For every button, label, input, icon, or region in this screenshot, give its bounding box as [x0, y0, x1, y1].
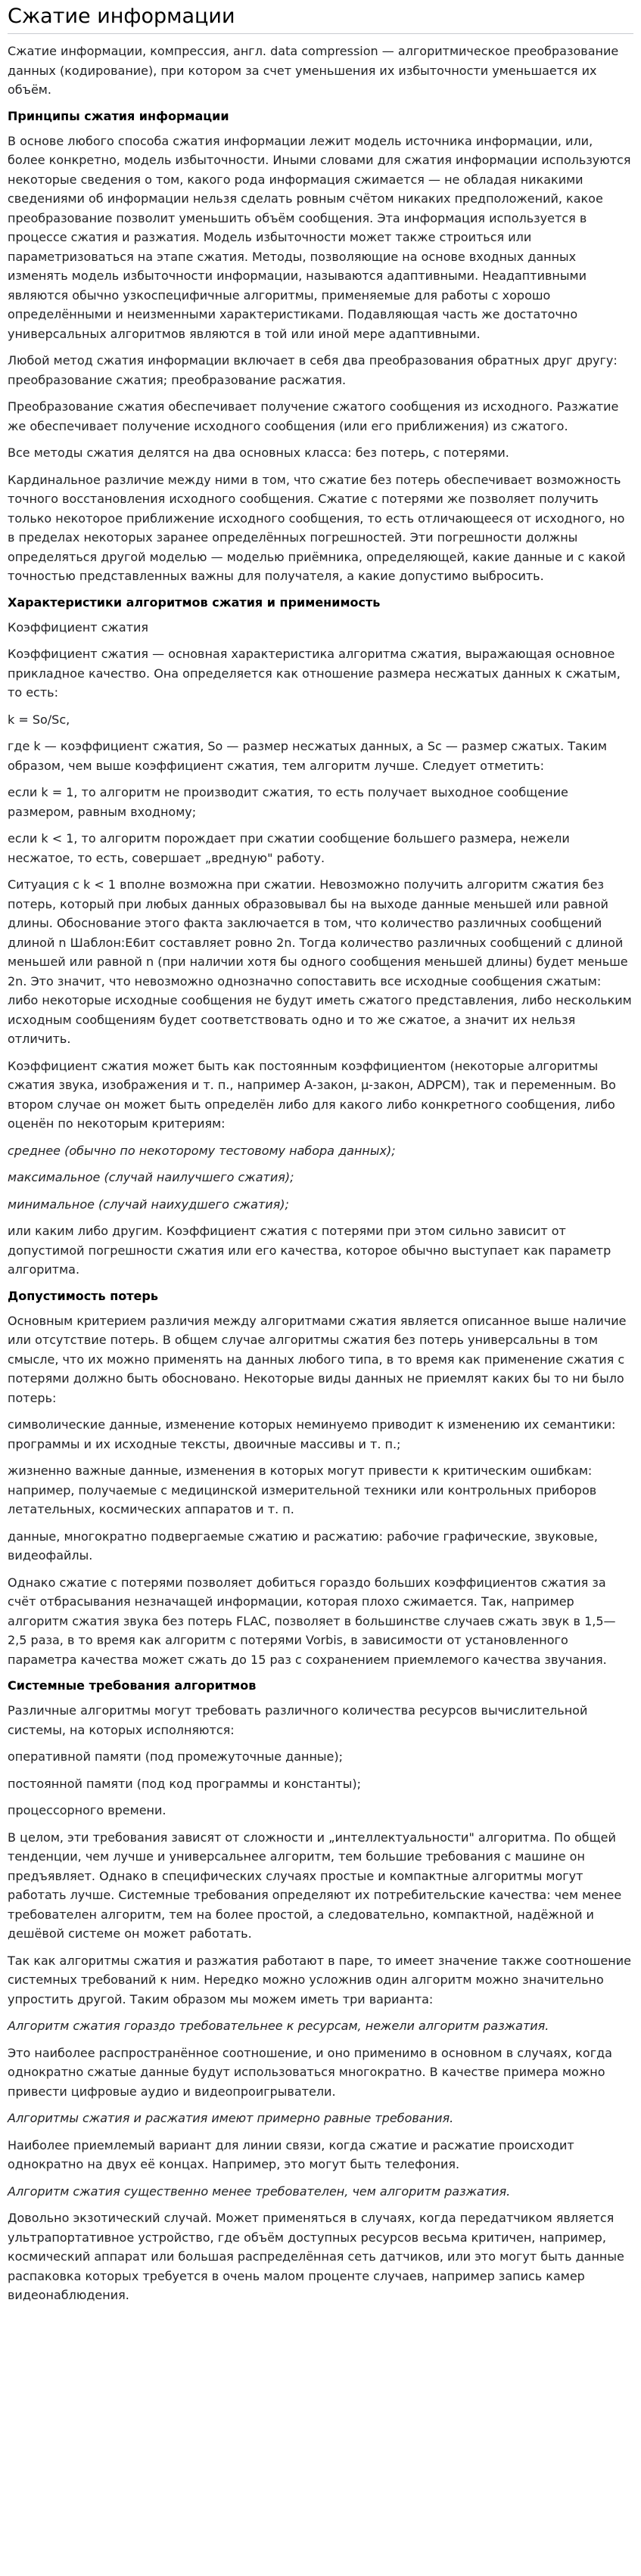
paragraph: Так как алгоритмы сжатия и разжатия работают в паре, то имеет значение также соотношение системных требований к ним. Нередко можно усложнив один алгоритм можно значительно упростить другой. Таким образом мы можем иметь три варианта:: [8, 1953, 631, 2006]
paragraph: данные, многократно подвергаемые сжатию и расжатию: рабочие графические, звуковые, видеофайлы.: [8, 1529, 598, 1563]
paragraph: Различные алгоритмы могут требовать различного количества ресурсов вычислительной системы, на которых исполняются:: [8, 1703, 588, 1737]
paragraph: k = So/Sc,: [8, 712, 70, 727]
paragraph: постоянной памяти (под код программы и константы);: [8, 1776, 361, 1791]
page-title: Сжатие информации: [8, 3, 633, 34]
paragraph: Ситуация с k < 1 вполне возможна при сжатии. Невозможно получить алгоритм сжатия без потерь, который при любых данных образовывал бы на выходе данные меньшей или равной длины. Обоснование этого факта заключается в том, что количество различных сообщений длиной n Шаблон:Е6ит составляет ровно 2n. Тогда количество различных сообщений с длиной меньшей или равной n (при наличии хотя бы одного сообщения меньшей длины) будет меньше 2n. Это значит, что невозможно однозначно сопоставить все исходные сообщения сжатым: либо некоторые исходные сообщения не будут иметь сжатого представления, либо нескольким исходным сообщениям будет соответствовать одно и то же сжатое, а значит их нельзя отличить.: [8, 877, 632, 1046]
paragraph: Коэффициент сжатия может быть как постоянным коэффициентом (некоторые алгоритмы сжатия звука, изображения и т. п., например А-закон, μ-закон, ADPCM), так и переменным. Во втором случае он может быть определён либо для какого либо конкретного сообщения, либо оценён по некоторым критериям:: [8, 1058, 616, 1131]
article: [0, 3, 641, 2331]
paragraph: Наиболее приемлемый вариант для линии связи, когда сжатие и расжатие происходит однократно на двух её концах. Например, это могут быть телефония.: [8, 2137, 574, 2171]
emphasized-paragraph: Алгоритмы сжатия и расжатия имеют примерно равные требования.: [8, 2111, 454, 2125]
paragraph: Коэффициент сжатия — основная характеристика алгоритма сжатия, выражающая основное прикладное качество. Она определяется как отношение размера несжатых данных к сжатым, то есть:: [8, 647, 621, 700]
section-heading: Системные требования алгоритмов: [8, 1678, 257, 1693]
paragraph: Однако сжатие с потерями позволяет добиться гораздо больших коэффициентов сжатия за счёт отбрасывания незначащей информации, которая плохо сжимается. Так, например алгоритм сжатия звука без потерь FLAC, позволяет в большинстве случаев сжать звук в 1,5—2,5 раза, в то время как алгоритм с потерями Vorbis, в зависимости от установленного параметра качества может сжать до 15 раз с сохранением приемлемого качества звучания.: [8, 1575, 616, 1667]
paragraph: В основе любого способа сжатия информации лежит модель источника информации, или, более конкретно, модель избыточности. Иными словами для сжатия информации используются некоторые сведения о том, какого рода информация сжимается — не обладая никакими сведениями об информации нельзя сделать ровным счётом никаких предположений, какое преобразование позволит уменьшить объём сообщения. Эта информация используется в процессе сжатия и разжатия. Модель избыточности может также строиться или параметризоваться на этапе сжатия. Методы, позволяющие на основе входных данных изменять модель избыточности информации, называются адаптивными. Неадаптивными являются обычно узкоспецифичные алгоритмы, применяемые для работы с хорошо определёнными и неизменными характеристиками. Подавляющая часть же достаточно универсальных алгоритмов являются в той или иной мере адаптивными.: [8, 133, 631, 341]
emphasized-paragraph: минимальное (случай наихудшего сжатия);: [8, 1196, 289, 1212]
paragraph: Все методы сжатия делятся на два основных класса: без потерь, с потерями.: [8, 445, 509, 460]
paragraph: жизненно важные данные, изменения в которых могут привести к критическим ошибкам: например, получаемые с медицинской измерительной техники или контрольных приборов летательных, космических аппаратов и т. п.: [8, 1463, 597, 1516]
paragraph: где k — коэффициент сжатия, So — размер несжатых данных, а Sc — размер сжатых. Таким образом, чем выше коэффициент сжатия, тем алгоритм лучше. Следует отметить:: [8, 739, 607, 773]
paragraph: процессорного времени.: [8, 1803, 166, 1817]
paragraph: символические данные, изменение которых неминуемо приводит к изменению их семантики: программы и их исходные тексты, двоичные массивы и т. п.;: [8, 1417, 616, 1451]
paragraph: оперативной памяти (под промежуточные данные);: [8, 1749, 344, 1764]
paragraph: Любой метод сжатия информации включает в себя два преобразования обратных друг другу: преобразование сжатия; преобразование расжатия.: [8, 353, 618, 387]
paragraph: если k < 1, то алгоритм порождает при сжатии сообщение большего размера, нежели несжатое, то есть, совершает „вредную" работу.: [8, 831, 570, 865]
paragraph: Коэффициент сжатия: [8, 619, 149, 635]
section-heading: Принципы сжатия информации: [8, 108, 229, 123]
paragraph: или каким либо другим. Коэффициент сжатия с потерями при этом сильно зависит от допустимой погрешности сжатия или его качества, которое обычно выступает как параметр алгоритма.: [8, 1224, 611, 1277]
paragraph: Довольно экзотический случай. Может применяться в случаях, когда передатчиком является ультрапортативное устройство, где объём доступных ресурсов весьма критичен, например, космический аппарат или большая распределённая сеть датчиков, или это могут быть данные распаковка которых требуется в очень малом проценте случаев, например запись камер видеонаблюдения.: [8, 2211, 624, 2302]
emphasized-paragraph: Алгоритм сжатия существенно менее требователен, чем алгоритм разжатия.: [8, 2183, 511, 2199]
emphasized-paragraph: Алгоритм сжатия гораздо требовательнее к ресурсам, нежели алгоритм разжатия.: [8, 2019, 549, 2033]
paragraph: Сжатие информации, компрессия, англ. data compression — алгоритмическое преобразование данных (кодирование), при котором за счет уменьшения их избыточности уменьшается их объём.: [8, 44, 619, 97]
article-body: [8, 42, 633, 2305]
section-heading: Допустимость потерь: [8, 1288, 158, 1303]
emphasized-paragraph: среднее (обычно по некоторому тестовому набора данных);: [8, 1143, 396, 1158]
paragraph: В целом, эти требования зависят от сложности и „интеллектуальности" алгоритма. По общей тенденции, чем лучше и универсальнее алгоритм, тем большие требования с машине он предъявляет. Однако в специфических случаях простые и компактные алгоритмы могут работать лучше. Системные требования определяют их потребительские качества: чем менее требователен алгоритм, тем на более простой, а следовательно, компактной, надёжной и дешёвой системе он может работать.: [8, 1830, 622, 1941]
paragraph: Основным критерием различия между алгоритмами сжатия является описанное выше наличие или отсутствие потерь. В общем случае алгоритмы сжатия без потерь универсальны в том смысле, что их можно применять на данных любого типа, в то время как применение сжатия с потерями должно быть обосновано. Некоторые виды данных не приемлят каких бы то ни было потерь:: [8, 1313, 627, 1405]
paragraph: Это наиболее распространённое соотношение, и оно применимо в основном в случаях, когда однократно сжатые данные будут использоваться многократно. В качестве примера можно привести цифровые аудио и видеопроигрыватели.: [8, 2045, 612, 2099]
section-heading: Характеристики алгоритмов сжатия и применимость: [8, 594, 381, 610]
paragraph: если k = 1, то алгоритм не производит сжатия, то есть получает выходное сообщение размером, равным входному;: [8, 785, 568, 819]
paragraph: Кардинальное различие между ними в том, что сжатие без потерь обеспечивает возможность точного восстановления исходного сообщения. Сжатие с потерями же позволяет получить только некоторое приближение исходного сообщения, то есть отличающееся от исходного, но в пределах некоторых заранее определённых погрешностей. Эти погрешности должны определяться другой моделью — моделью приёмника, определяющей, какие данные и с какой точностью представленных важны для получателя, а какие допустимо выбросить.: [8, 472, 626, 583]
paragraph: Преобразование сжатия обеспечивает получение сжатого сообщения из исходного. Разжатие же обеспечивает получение исходного сообщения (или его приближения) из сжатого.: [8, 399, 619, 433]
emphasized-paragraph: максимальное (случай наилучшего сжатия);: [8, 1170, 294, 1184]
